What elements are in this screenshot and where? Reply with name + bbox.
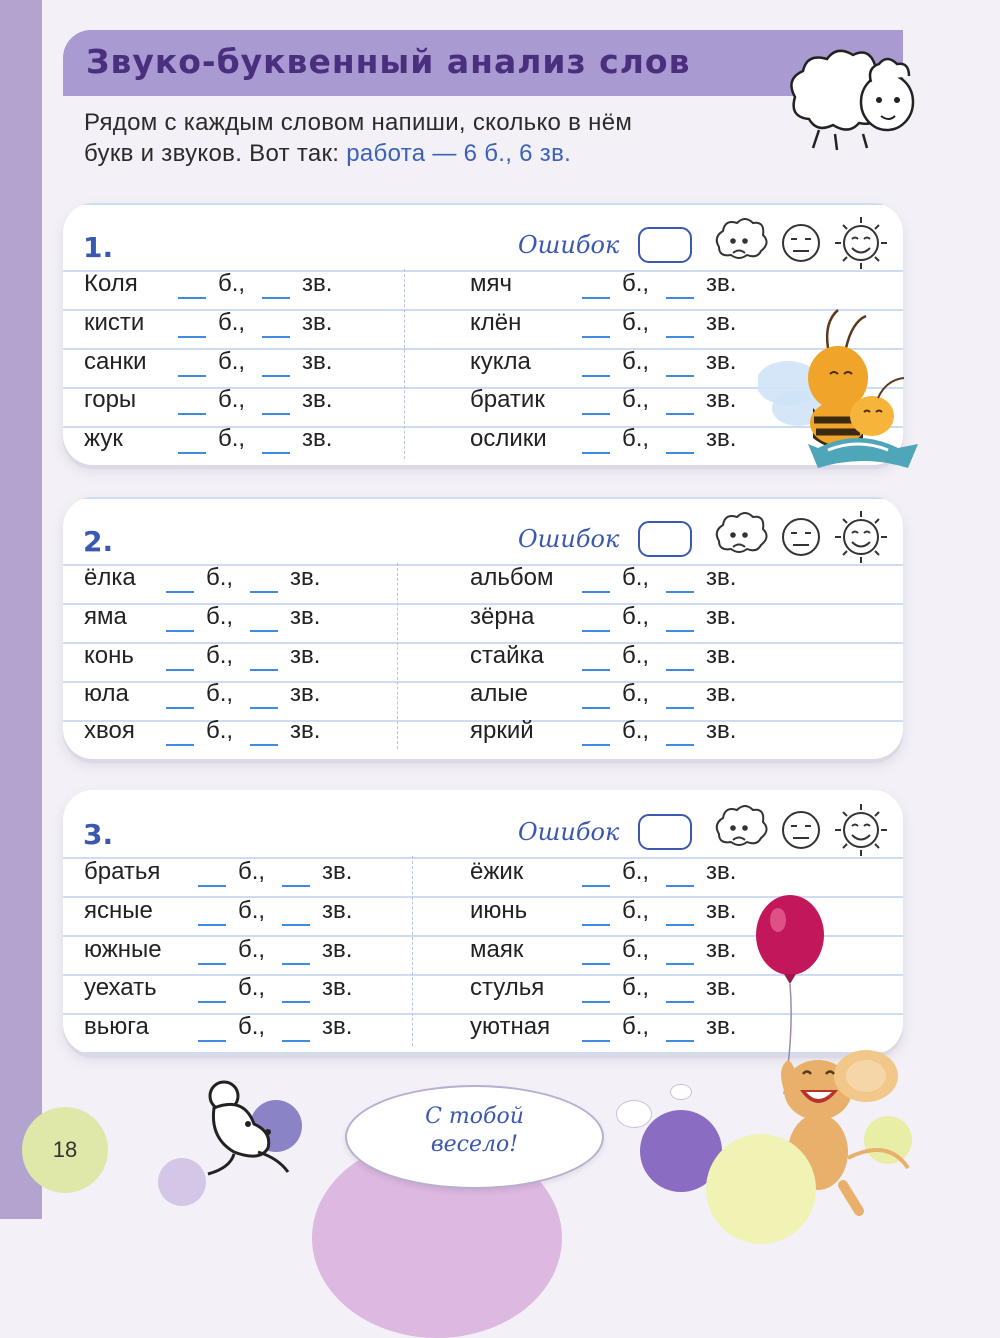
list-item <box>470 974 770 1012</box>
letters-label: б., <box>622 1013 650 1040</box>
word: июнь <box>470 897 528 924</box>
list-item <box>470 717 770 755</box>
letters-label: б., <box>218 386 246 413</box>
list-item <box>470 348 770 386</box>
sounds-label: зв. <box>302 309 333 336</box>
sounds-blank[interactable] <box>250 630 278 632</box>
cloud-face-sad-icon[interactable] <box>717 219 767 258</box>
sounds-label: зв. <box>706 897 737 924</box>
word: ёлка <box>84 564 136 591</box>
list-item <box>470 642 770 680</box>
list-item <box>84 936 404 974</box>
list-item <box>84 717 384 755</box>
letters-blank[interactable] <box>582 452 610 454</box>
sounds-blank[interactable] <box>282 1040 310 1042</box>
list-item <box>470 564 770 602</box>
sounds-label: зв. <box>302 425 333 452</box>
letters-label: б., <box>206 564 234 591</box>
sounds-blank[interactable] <box>666 885 694 887</box>
sounds-blank[interactable] <box>666 591 694 593</box>
sounds-blank[interactable] <box>666 630 694 632</box>
letters-label: б., <box>622 564 650 591</box>
sounds-label: зв. <box>706 270 737 297</box>
sounds-blank[interactable] <box>262 452 290 454</box>
word: конь <box>84 642 134 669</box>
list-item <box>470 270 770 308</box>
sounds-label: зв. <box>322 1013 353 1040</box>
decorative-circle <box>670 1084 692 1100</box>
word: стулья <box>470 974 545 1001</box>
sounds-label: зв. <box>290 680 321 707</box>
list-item <box>84 680 384 718</box>
letters-blank[interactable] <box>166 744 194 746</box>
sounds-blank[interactable] <box>262 375 290 377</box>
word: ёжик <box>470 858 524 885</box>
neutral-face-icon[interactable] <box>783 519 819 555</box>
sounds-blank[interactable] <box>262 336 290 338</box>
sounds-label: зв. <box>706 309 737 336</box>
sun-face-happy-icon[interactable] <box>835 217 887 269</box>
letters-label: б., <box>206 603 234 630</box>
column-divider <box>412 856 413 1046</box>
list-item <box>84 425 384 463</box>
sounds-blank[interactable] <box>282 963 310 965</box>
list-item <box>470 858 770 896</box>
word: братик <box>470 386 545 413</box>
sun-face-happy-icon[interactable] <box>835 804 887 856</box>
instruction-line-1: Рядом с каждым словом напиши, сколько в нём <box>84 109 633 136</box>
word: Коля <box>84 270 138 297</box>
word: юла <box>84 680 129 707</box>
sounds-blank[interactable] <box>666 963 694 965</box>
letters-label: б., <box>218 425 246 452</box>
letters-blank[interactable] <box>582 591 610 593</box>
letters-label: б., <box>238 974 266 1001</box>
sounds-label: зв. <box>290 642 321 669</box>
letters-blank[interactable] <box>582 375 610 377</box>
sounds-label: зв. <box>290 564 321 591</box>
letters-blank[interactable] <box>582 297 610 299</box>
letters-blank[interactable] <box>198 924 226 926</box>
instruction-line-2: букв и звуков. Вот так: <box>84 140 340 167</box>
instruction-text <box>84 107 744 169</box>
sounds-label: зв. <box>706 425 737 452</box>
neutral-face-icon[interactable] <box>783 812 819 848</box>
errors-input-box[interactable] <box>638 227 692 263</box>
word: братья <box>84 858 161 885</box>
sounds-label: зв. <box>706 386 737 413</box>
list-item <box>84 386 384 424</box>
sounds-label: зв. <box>302 386 333 413</box>
column-divider <box>404 269 405 459</box>
sounds-blank[interactable] <box>262 297 290 299</box>
word: санки <box>84 348 147 375</box>
letters-blank[interactable] <box>178 297 206 299</box>
sounds-blank[interactable] <box>666 744 694 746</box>
sounds-label: зв. <box>290 603 321 630</box>
list-item <box>470 425 770 463</box>
sounds-label: зв. <box>706 1013 737 1040</box>
word: альбом <box>470 564 554 591</box>
letters-label: б., <box>622 974 650 1001</box>
cloud-face-sad-icon[interactable] <box>717 513 767 552</box>
side-stripe <box>0 0 42 1219</box>
letters-blank[interactable] <box>582 744 610 746</box>
letters-blank[interactable] <box>582 1001 610 1003</box>
sounds-blank[interactable] <box>282 924 310 926</box>
word: уютная <box>470 1013 551 1040</box>
letters-label: б., <box>622 936 650 963</box>
sounds-label: зв. <box>706 603 737 630</box>
letters-label: б., <box>238 897 266 924</box>
sun-face-happy-icon[interactable] <box>835 511 887 563</box>
letters-blank[interactable] <box>582 707 610 709</box>
errors-label: Ошибок <box>518 818 620 846</box>
exercise-number: 3. <box>83 818 114 851</box>
cloud-face-sad-icon[interactable] <box>717 806 767 845</box>
letters-blank[interactable] <box>198 1040 226 1042</box>
sounds-blank[interactable] <box>666 413 694 415</box>
letters-label: б., <box>622 897 650 924</box>
letters-blank[interactable] <box>198 885 226 887</box>
sounds-blank[interactable] <box>666 669 694 671</box>
letters-blank[interactable] <box>166 630 194 632</box>
letters-label: б., <box>622 425 650 452</box>
letters-blank[interactable] <box>582 336 610 338</box>
list-item <box>470 680 770 718</box>
letters-label: б., <box>238 1013 266 1040</box>
sounds-label: зв. <box>322 974 353 1001</box>
letters-blank[interactable] <box>198 963 226 965</box>
sounds-blank[interactable] <box>666 1001 694 1003</box>
list-item <box>84 858 404 896</box>
column-divider <box>397 563 398 749</box>
sounds-label: зв. <box>302 348 333 375</box>
sounds-blank[interactable] <box>666 452 694 454</box>
list-item <box>84 897 404 935</box>
list-item <box>84 309 384 347</box>
letters-label: б., <box>622 680 650 707</box>
sounds-blank[interactable] <box>666 707 694 709</box>
rating-faces <box>711 213 891 269</box>
word: южные <box>84 936 162 963</box>
letters-blank[interactable] <box>582 963 610 965</box>
word: вьюга <box>84 1013 149 1040</box>
word: зёрна <box>470 603 535 630</box>
sounds-blank[interactable] <box>666 375 694 377</box>
decorative-circle <box>616 1100 652 1128</box>
letters-blank[interactable] <box>178 413 206 415</box>
exercise-number: 1. <box>83 231 114 264</box>
letters-label: б., <box>218 270 246 297</box>
sounds-label: зв. <box>706 858 737 885</box>
list-item <box>470 603 770 641</box>
letters-blank[interactable] <box>582 669 610 671</box>
sounds-blank[interactable] <box>666 297 694 299</box>
sounds-label: зв. <box>706 564 737 591</box>
list-item <box>470 936 770 974</box>
word: алые <box>470 680 528 707</box>
word: яма <box>84 603 127 630</box>
errors-label: Ошибок <box>518 525 620 553</box>
word: жук <box>84 425 123 452</box>
letters-label: б., <box>622 717 650 744</box>
sounds-blank[interactable] <box>250 744 278 746</box>
letters-blank[interactable] <box>178 336 206 338</box>
sounds-label: зв. <box>322 858 353 885</box>
list-item <box>84 1013 404 1051</box>
letters-blank[interactable] <box>166 707 194 709</box>
sounds-label: зв. <box>322 897 353 924</box>
speech-bubble-line-2: весело! <box>430 1132 519 1157</box>
sounds-label: зв. <box>290 717 321 744</box>
word: мяч <box>470 270 512 297</box>
sounds-blank[interactable] <box>282 1001 310 1003</box>
word: маяк <box>470 936 524 963</box>
sounds-label: зв. <box>322 936 353 963</box>
sheep-illustration <box>775 42 925 152</box>
list-item <box>84 270 384 308</box>
errors-input-box[interactable] <box>638 814 692 850</box>
speech-bubble-line-1: С тобой <box>425 1104 524 1129</box>
instruction-example: работа — 6 б., 6 зв. <box>346 140 572 167</box>
letters-blank[interactable] <box>166 591 194 593</box>
word: ясные <box>84 897 153 924</box>
letters-blank[interactable] <box>582 885 610 887</box>
letters-label: б., <box>622 309 650 336</box>
mouse-outline-illustration <box>196 1074 306 1184</box>
sounds-blank[interactable] <box>282 885 310 887</box>
letters-label: б., <box>622 858 650 885</box>
letters-blank[interactable] <box>582 413 610 415</box>
sounds-blank[interactable] <box>666 924 694 926</box>
sounds-label: зв. <box>706 348 737 375</box>
list-item <box>470 386 770 424</box>
letters-label: б., <box>622 603 650 630</box>
word: кисти <box>84 309 145 336</box>
word: кукла <box>470 348 531 375</box>
list-item <box>470 309 770 347</box>
letters-blank[interactable] <box>178 452 206 454</box>
list-item <box>84 348 384 386</box>
list-item <box>84 564 384 602</box>
letters-label: б., <box>206 642 234 669</box>
letters-blank[interactable] <box>582 1040 610 1042</box>
word: хвоя <box>84 717 135 744</box>
decorative-circle <box>706 1134 816 1244</box>
letters-blank[interactable] <box>166 669 194 671</box>
letters-label: б., <box>238 858 266 885</box>
letters-label: б., <box>622 386 650 413</box>
sounds-label: зв. <box>706 936 737 963</box>
word: стайка <box>470 642 544 669</box>
bees-reading-illustration <box>758 308 926 478</box>
page-number: 18 <box>22 1107 108 1193</box>
letters-label: б., <box>218 309 246 336</box>
letters-label: б., <box>622 270 650 297</box>
word: клён <box>470 309 522 336</box>
letters-label: б., <box>206 717 234 744</box>
letters-blank[interactable] <box>178 375 206 377</box>
letters-blank[interactable] <box>582 630 610 632</box>
sounds-label: зв. <box>706 642 737 669</box>
letters-label: б., <box>218 348 246 375</box>
sounds-label: зв. <box>706 974 737 1001</box>
list-item <box>84 974 404 1012</box>
letters-blank[interactable] <box>582 924 610 926</box>
word: яркий <box>470 717 534 744</box>
sounds-blank[interactable] <box>250 707 278 709</box>
sounds-blank[interactable] <box>250 669 278 671</box>
sounds-blank[interactable] <box>250 591 278 593</box>
list-item <box>470 1013 770 1051</box>
letters-label: б., <box>622 348 650 375</box>
page-title: Звуко-буквенный анализ слов <box>86 42 691 81</box>
exercise-card-2 <box>63 497 903 759</box>
speech-bubble-text <box>345 1103 604 1159</box>
letters-label: б., <box>206 680 234 707</box>
list-item <box>84 603 384 641</box>
sounds-label: зв. <box>706 717 737 744</box>
sounds-blank[interactable] <box>666 336 694 338</box>
list-item <box>84 642 384 680</box>
sounds-label: зв. <box>302 270 333 297</box>
word: уехать <box>84 974 157 1001</box>
sounds-label: зв. <box>706 680 737 707</box>
sounds-blank[interactable] <box>666 1040 694 1042</box>
errors-label: Ошибок <box>518 231 620 259</box>
word: ослики <box>470 425 547 452</box>
letters-label: б., <box>622 642 650 669</box>
rating-faces <box>711 800 891 856</box>
exercise-number: 2. <box>83 525 114 558</box>
word: горы <box>84 386 137 413</box>
letters-blank[interactable] <box>198 1001 226 1003</box>
errors-input-box[interactable] <box>638 521 692 557</box>
neutral-face-icon[interactable] <box>783 225 819 261</box>
list-item <box>470 897 770 935</box>
rating-faces <box>711 507 891 563</box>
letters-label: б., <box>238 936 266 963</box>
sounds-blank[interactable] <box>262 413 290 415</box>
